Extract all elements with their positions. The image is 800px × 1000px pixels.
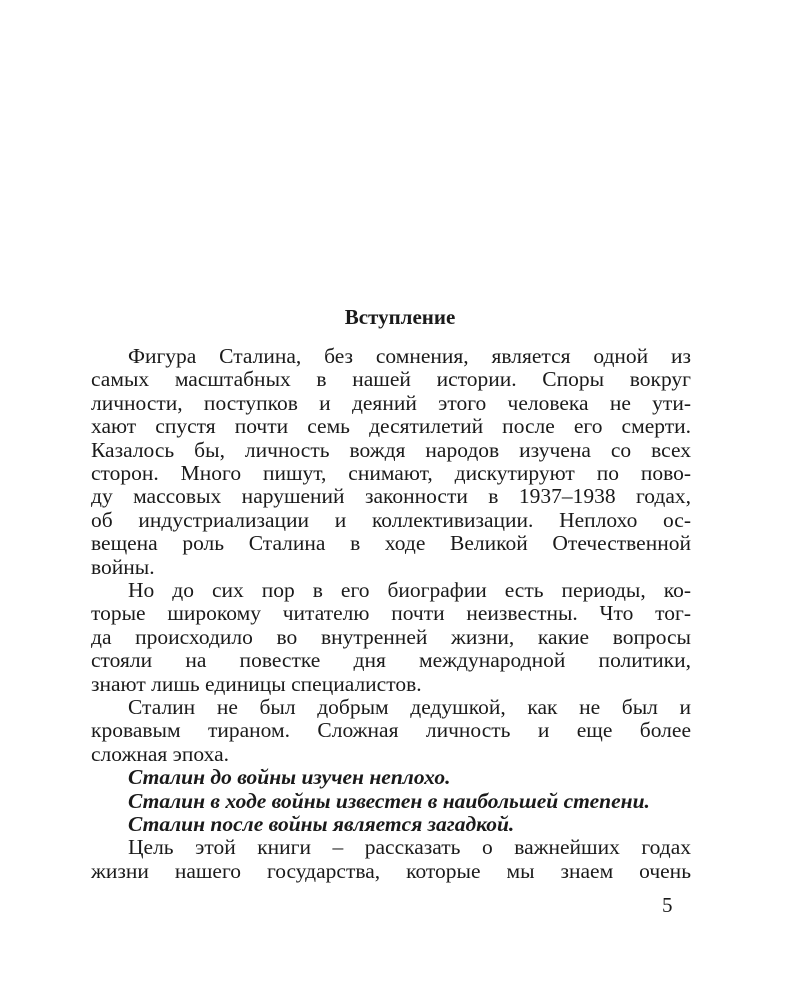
text-line: ду массовых нарушений законности в 1937–1938 годах, [91,484,691,509]
chapter-heading: Вступление [344,305,456,329]
text-line: об индустриализации и коллективизации. Неплохо ос- [91,507,691,532]
emphasis-line: Сталин до войны изучен неплохо. [128,765,451,790]
text-line: да происходило во внутренней жизни, какие вопросы [91,624,691,649]
text-line: вещена роль Сталина в ходе Великой Отечественной [91,531,691,556]
text-line: самых масштабных в нашей истории. Споры вокруг [91,367,691,392]
text-line: Цель этой книги – рассказать о важнейших годах [128,835,691,860]
emphasis-line: Сталин после войны является загадкой. [128,812,515,836]
text-line: знают лишь единицы специалистов. [91,671,422,696]
text-line: хают спустя почти семь десятилетий после его смерти. [91,414,691,439]
text-line: Казалось бы, личность вождя народов изучена со всех [91,437,691,462]
text-line: кровавым тираном. Сложная личность и еще более [91,718,691,743]
text-line: войны. [91,554,155,579]
text-line: личности, поступков и деяний этого человека не ути- [91,390,691,415]
text-line: Но до сих пор в его биографии есть периоды, ко- [128,578,691,602]
emphasis-line: Сталин в ходе войны известен в наибольшей степени. [128,788,650,813]
text-line: Сталин не был добрым дедушкой, как не был и [128,695,691,719]
text-line: стояли на повестке дня международной политики, [91,648,691,673]
text-line: торые широкому читателю почти неизвестны. Что тог- [91,601,691,626]
text-line: сложная эпоха. [91,741,229,766]
text-line: жизни нашего государства, которые мы знаем очень [91,858,691,883]
text-line: Фигура Сталина, без сомнения, является одной из [128,344,691,368]
text-line: сторон. Много пишут, снимают, дискутируют по пово- [91,461,691,485]
page-number: 5 [662,893,673,917]
